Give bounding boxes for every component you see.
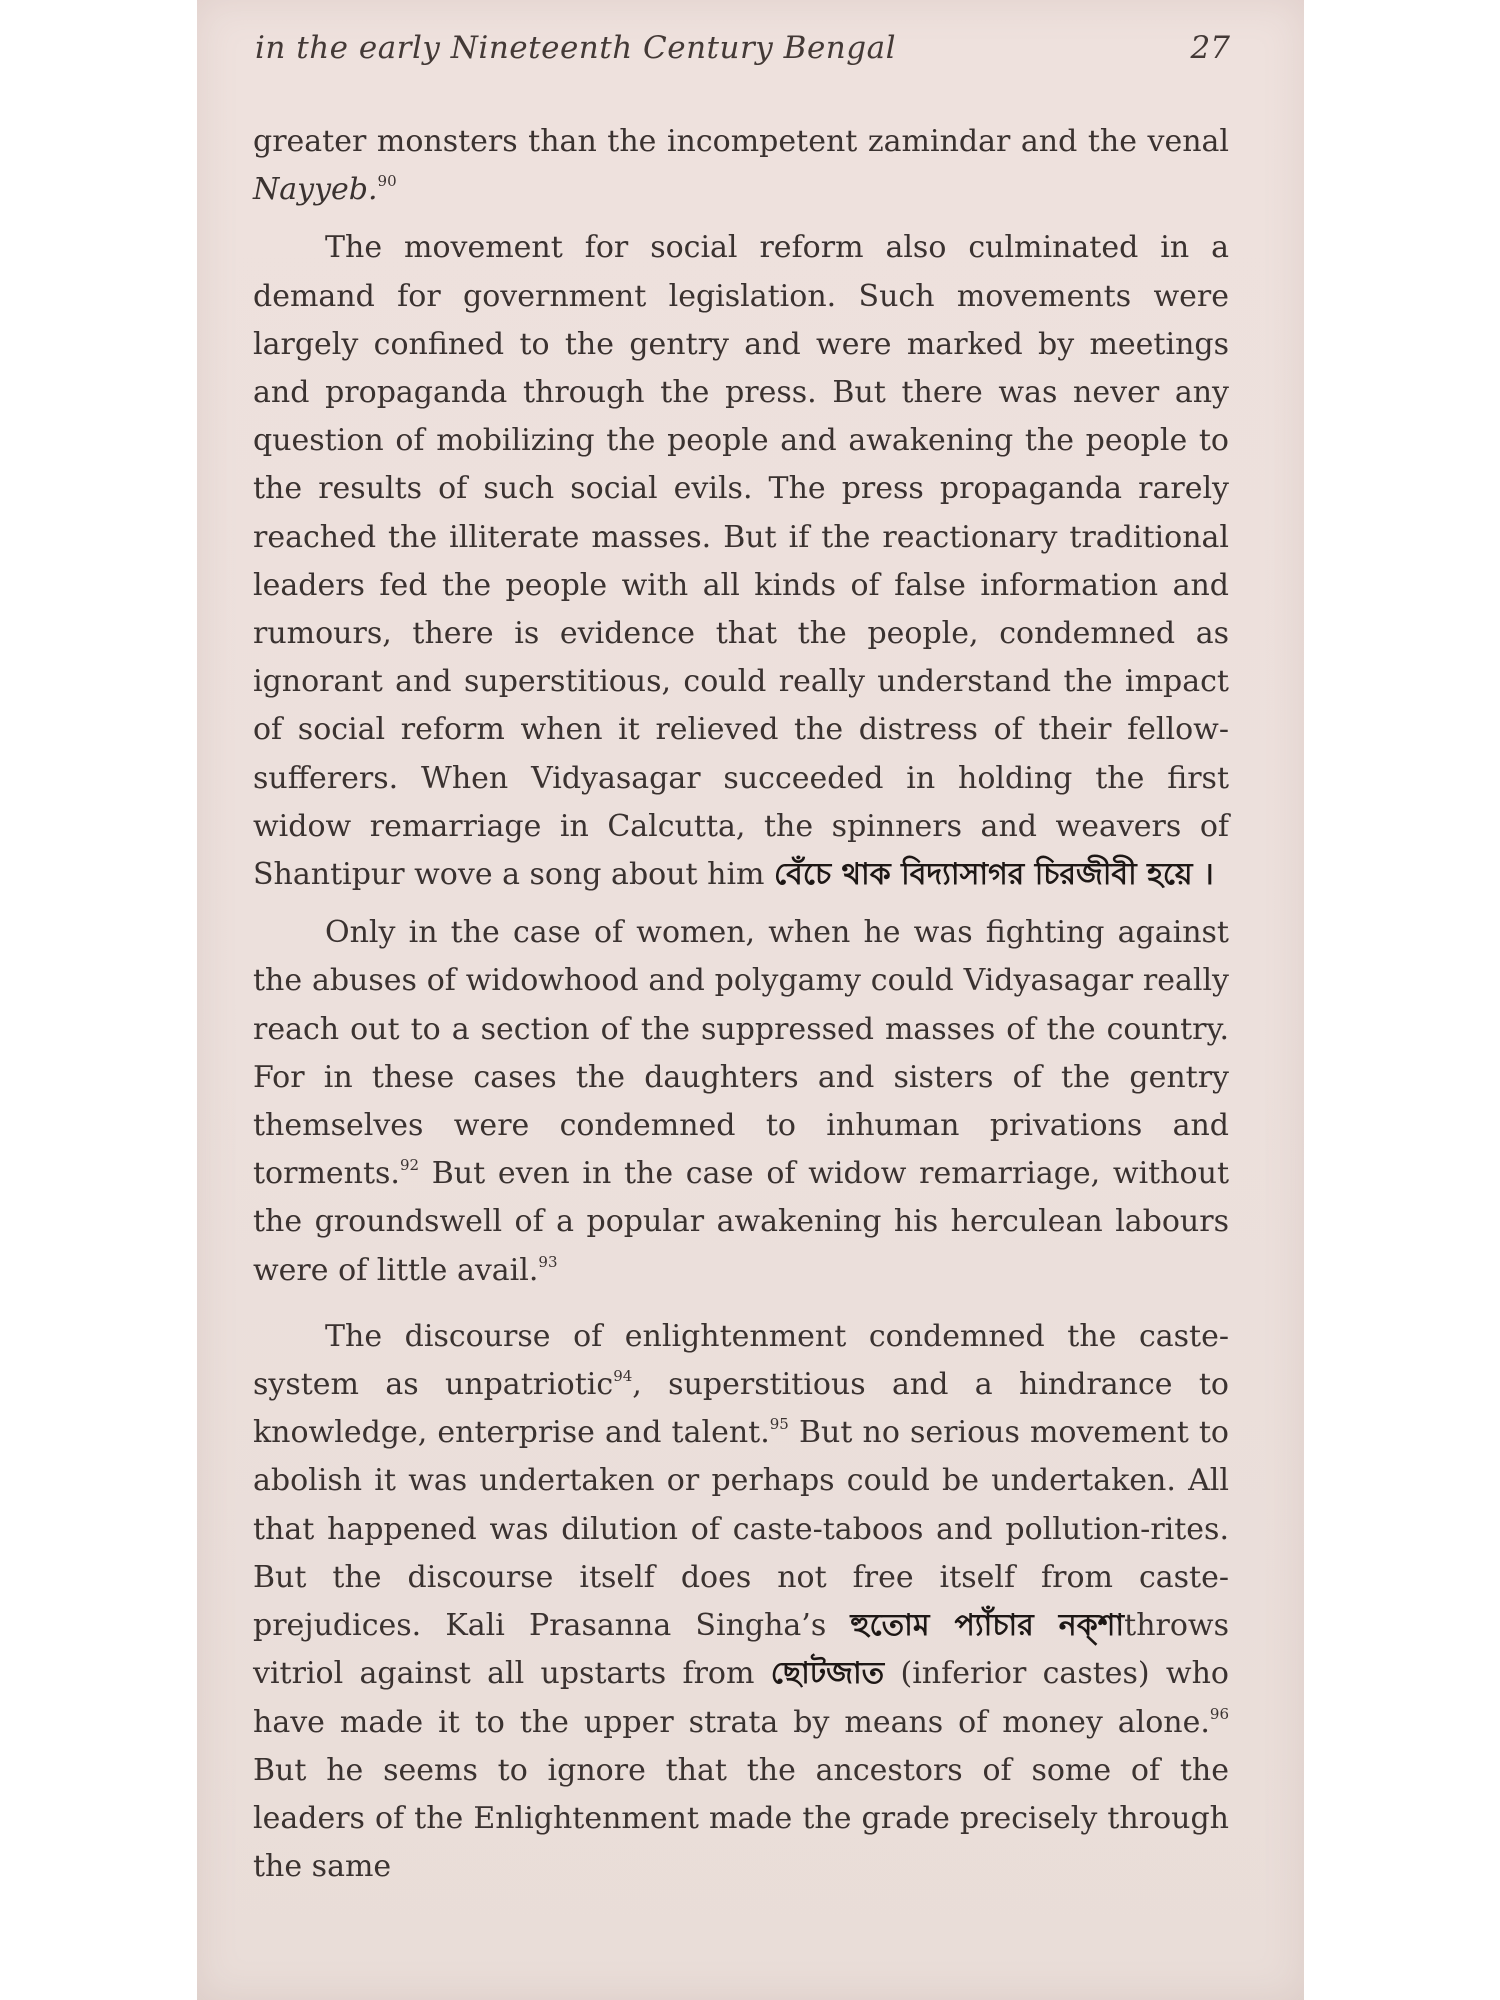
running-head: [255, 30, 1230, 74]
paragraph-social-reform: [253, 224, 1229, 899]
paragraph-text: The discourse of enlightenment condemned the caste-system as unpatriotic: [253, 1318, 1229, 1403]
running-head-title: in the early Nineteenth Century Bengal: [255, 30, 896, 66]
paragraph-continuation: [253, 118, 1229, 214]
paragraph-text: greater monsters than the incompetent zamindar and the venal: [253, 124, 1229, 159]
footnote-ref: 96: [1209, 1704, 1229, 1723]
footnote-ref: 93: [538, 1252, 558, 1271]
footnote-ref: 92: [399, 1156, 420, 1175]
footnote-ref: 95: [769, 1415, 789, 1434]
italic-term: Nayyeb.: [253, 172, 378, 208]
bengali-song-text: বেঁচে থাক বিদ্যাসাগর চিরজীবী হয়ে ।: [774, 857, 1214, 893]
paragraph-text: (inferior castes) who have made it to the upper strata by means of money alone.: [253, 1656, 1229, 1740]
paragraph-text: The movement for social reform also culminated in a demand for government legislation. Such movements were largely confined to the gentry and were marked by meetings and propaganda through the press. But there was never any question of mobilizing the people and awakening the people to the results of such social evils. The press propaganda rarely reached the illiterate masses. But if the reactionary traditional leaders fed the people with all kinds of false information and rumours, there is evidence that the people, condemned as ignorant and superstitious, could really understand the impact of social reform when it relieved the distress of their fellow-sufferers. When Vidyasagar succeeded in holding the first widow remarriage in Calcutta, the spinners and weavers of Shantipur wove a song about him: [253, 230, 1229, 893]
paragraph-text: But he seems to ignore that the ancestors of some of the leaders of the Enlightenment made the grade precisely through the same: [253, 1752, 1229, 1885]
paragraph-text: But even in the case of widow remarriage, without the groundswell of a popular awakening his herculean labours were of little avail.: [253, 1156, 1229, 1288]
paragraph-women: [253, 909, 1229, 1295]
paragraph-caste: [253, 1313, 1229, 1891]
paragraph-text: But no serious movement to abolish it was undertaken or perhaps could be undertaken. All that happened was dilution of caste-taboos and pollution-rites. But the discourse itself does not free itself from caste-prejudices. Kali Prasanna Singha’s: [253, 1415, 1229, 1644]
bengali-term: ছোটজাত: [770, 1656, 885, 1692]
body-text: [253, 118, 1229, 1891]
paragraph-text: Only in the case of women, when he was fighting against the abuses of widowhood and polygamy could Vidyasagar really reach out to a section of the suppressed masses of the country. For in these cases the daughters and sisters of the gentry themselves were condemned to inhuman privations and torments.: [253, 915, 1229, 1192]
page-number: 27: [1190, 30, 1230, 66]
bengali-book-title: হুতোম প্যাঁচার নক্‌শা: [850, 1608, 1125, 1644]
footnote-ref: 90: [377, 172, 397, 191]
paragraph-text: throws vitriol against all upstarts from: [253, 1608, 1229, 1692]
book-page: [197, 0, 1304, 2000]
paragraph-text: , superstitious and a hindrance to knowledge, enterprise and talent.: [253, 1367, 1229, 1451]
footnote-ref: 94: [613, 1367, 633, 1386]
